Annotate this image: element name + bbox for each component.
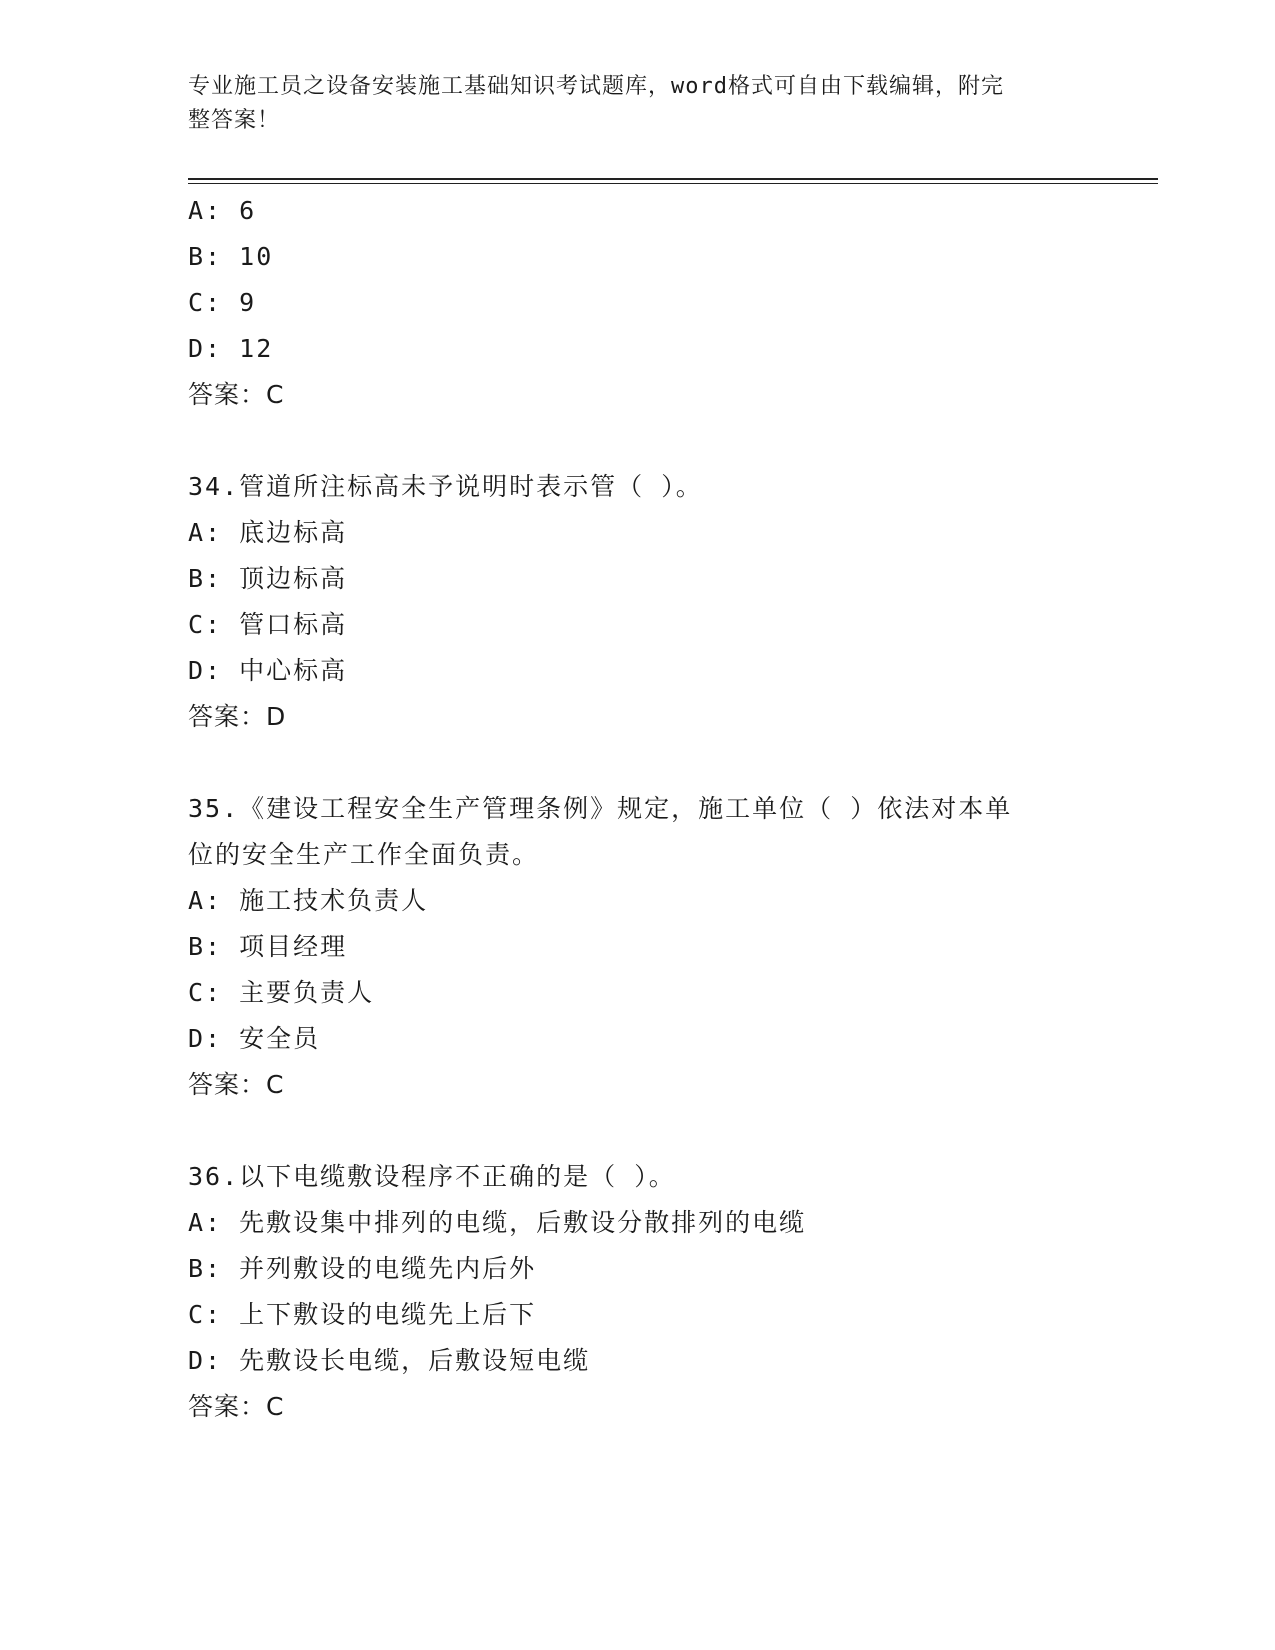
header-divider-thin: [188, 183, 1158, 184]
option-a: A: 底边标高: [188, 518, 348, 547]
option-c: C: 管口标高: [188, 610, 348, 639]
spacer: [188, 418, 1088, 464]
page-header: [188, 70, 1068, 138]
option-c: C: 9: [188, 288, 257, 317]
question-36: [188, 1154, 1088, 1430]
question-33-tail: [188, 188, 1088, 418]
option-c: C: 上下敷设的电缆先上后下: [188, 1300, 537, 1329]
option-d: D: 12: [188, 334, 274, 363]
header-line-2: 整答案！: [188, 108, 281, 133]
answer: 答案：C: [188, 1392, 285, 1421]
answer: 答案：C: [188, 1070, 285, 1099]
question-stem: 36.以下电缆敷设程序不正确的是（ ）。: [188, 1162, 676, 1191]
option-a: A: 施工技术负责人: [188, 886, 429, 915]
option-a: A: 先敷设集中排列的电缆，后敷设分散排列的电缆: [188, 1208, 807, 1237]
option-d: D: 安全员: [188, 1024, 321, 1053]
question-list: [188, 188, 1088, 1430]
spacer: [188, 1108, 1088, 1154]
option-b: B: 顶边标高: [188, 564, 348, 593]
question-34: [188, 464, 1088, 740]
question-stem-line-1: 35.《建设工程安全生产管理条例》规定，施工单位（ ）依法对本单: [188, 794, 1013, 823]
option-d: D: 先敷设长电缆，后敷设短电缆: [188, 1346, 591, 1375]
option-b: B: 项目经理: [188, 932, 348, 961]
answer: 答案：C: [188, 380, 285, 409]
answer: 答案：D: [188, 702, 287, 731]
option-a: A: 6: [188, 196, 257, 225]
header-line-1: 专业施工员之设备安装施工基础知识考试题库，word格式可自由下载编辑，附完: [188, 74, 1004, 99]
option-c: C: 主要负责人: [188, 978, 375, 1007]
question-stem-line-2: 位的安全生产工作全面负责。: [188, 840, 540, 869]
option-d: D: 中心标高: [188, 656, 348, 685]
question-35: [188, 786, 1088, 1108]
spacer: [188, 740, 1088, 786]
option-b: B: 10: [188, 242, 274, 271]
header-divider-thick: [188, 178, 1158, 180]
question-stem: 34.管道所注标高未予说明时表示管（ ）。: [188, 472, 703, 501]
option-b: B: 并列敷设的电缆先内后外: [188, 1254, 537, 1283]
